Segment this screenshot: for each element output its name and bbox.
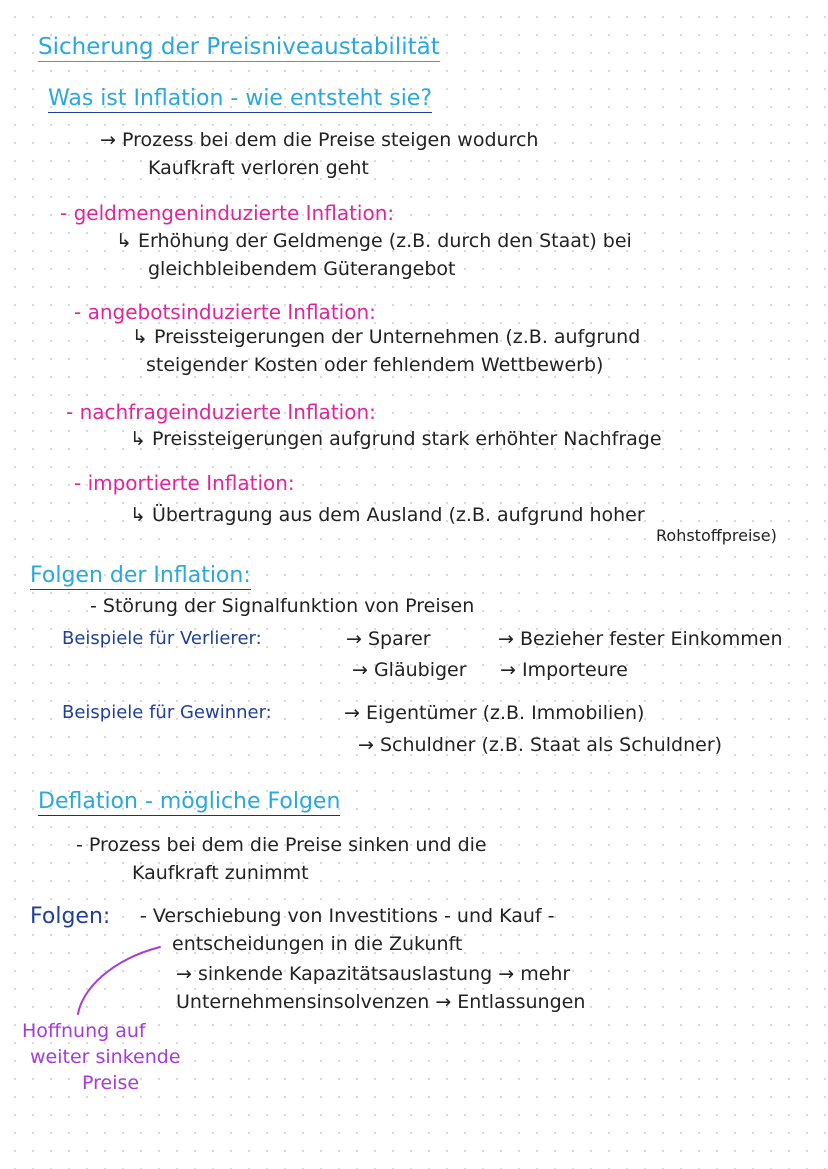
inflation-type-line2: Rohstoffpreise)	[656, 526, 777, 545]
inflation-type-line1: ↳ Preissteigerungen der Unternehmen (z.B. aufgrund	[132, 326, 641, 348]
inflation-type-line1: ↳ Übertragung aus dem Ausland (z.B. aufgrund hoher	[130, 504, 645, 526]
inflation-type-name: - angebotsinduzierte Inflation:	[74, 300, 376, 324]
folgen-inflation-heading: Folgen der Inflation:	[30, 563, 251, 588]
gewinner-item: → Schuldner (z.B. Staat als Schuldner)	[358, 734, 723, 756]
deflation-definition-line1: - Prozess bei dem die Preise sinken und die	[76, 834, 487, 856]
deflation-folgen-line: Unternehmensinsolvenzen → Entlassungen	[176, 991, 586, 1013]
deflation-note-line: Preise	[82, 1072, 140, 1094]
gewinner-item: → Eigentümer (z.B. Immobilien)	[344, 702, 645, 724]
inflation-type-name: - nachfrageinduzierte Inflation:	[66, 400, 376, 424]
inflation-type-line1: ↳ Preissteigerungen aufgrund stark erhöhter Nachfrage	[130, 428, 662, 450]
inflation-definition-line1: → Prozess bei dem die Preise steigen wodurch	[100, 129, 539, 151]
verlierer-item: → Gläubiger	[352, 659, 467, 681]
deflation-definition-line2: Kaufkraft zunimmt	[132, 862, 309, 884]
deflation-folgen-label: Folgen:	[30, 904, 111, 929]
deflation-note-line: Hoffnung auf	[22, 1020, 146, 1042]
inflation-heading: Was ist Inflation - wie entsteht sie?	[48, 86, 433, 111]
signalfunktion-point: - Störung der Signalfunktion von Preisen	[90, 595, 475, 617]
inflation-type-line2: steigender Kosten oder fehlendem Wettbewerb)	[146, 354, 604, 376]
verlierer-item: → Sparer	[346, 628, 431, 650]
deflation-folgen-line: - Verschiebung von Investitions - und Kauf -	[140, 905, 555, 927]
gewinner-label: Beispiele für Gewinner:	[62, 702, 272, 723]
verlierer-label: Beispiele für Verlierer:	[62, 628, 262, 649]
inflation-definition-line2: Kaufkraft verloren geht	[148, 157, 369, 179]
inflation-type-name: - importierte Inflation:	[74, 471, 295, 495]
verlierer-item: → Importeure	[500, 659, 628, 681]
verlierer-item: → Bezieher fester Einkommen	[498, 628, 783, 650]
deflation-heading: Deflation - mögliche Folgen	[38, 789, 341, 814]
inflation-type-line1: ↳ Erhöhung der Geldmenge (z.B. durch den Staat) bei	[116, 230, 632, 252]
deflation-folgen-line: entscheidungen in die Zukunft	[172, 933, 463, 955]
page-title: Sicherung der Preisniveaustabilität	[38, 34, 440, 60]
inflation-type-name: - geldmengeninduzierte Inflation:	[60, 201, 395, 225]
deflation-note-line: weiter sinkende	[30, 1046, 181, 1068]
inflation-type-line2: gleichbleibendem Güterangebot	[148, 258, 456, 280]
deflation-folgen-line: → sinkende Kapazitätsauslastung → mehr	[176, 963, 571, 985]
